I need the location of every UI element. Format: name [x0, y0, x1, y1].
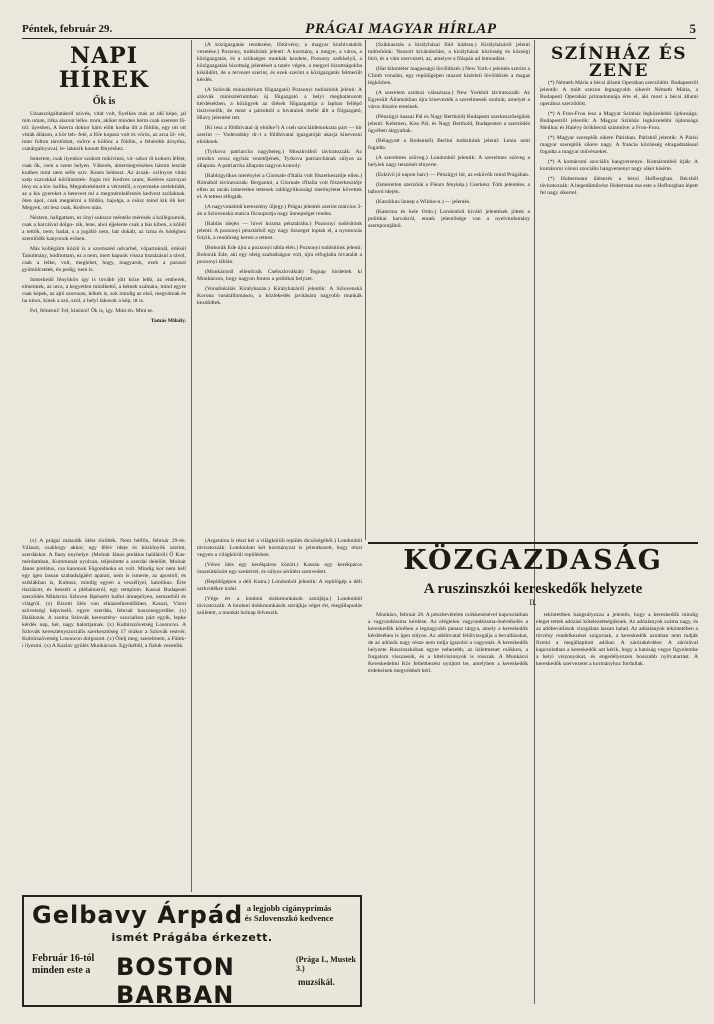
- ad-desc-line: a legjobb cigányprímás: [246, 903, 332, 913]
- economy-column-2: [536, 612, 698, 1004]
- ad-venue-address: (Prága I., Mustek 3.): [296, 955, 356, 973]
- ad-music-label: muzsikál.: [298, 977, 335, 987]
- article-paragraph: Munkács, február 28. A pénzbevételek csökkenésével kapcsolatban a vagyondézsma kérdése. Az elégtelen vagyondézsma-önértékelés a kereskedők körében a legnagyobb panasz tárgya, amely a kereskedők kérdésében is igen súlyos. Az adóhivatal felülvizsgálja a bevallásokat, de az adózók nagy része nem tudja igazolni a vagyonát. A kereskedők helyzete Ruszinszkóban egyre nehezebb, az üzletmenet csökken, a forgalom visszaesik, és a hitelviszonyok is rosszak. A Munkácsi Kereskedelmi Kör fellebbezést nyújtott be, amelyben a kereskedők érdekeinek megvédését kéri.: [368, 612, 528, 674]
- theatre-item: (*) Hubermann ülésezés a bécsi Hofburgban. Bécsből táviratozzák: A hegedűművész Huberman ma este a Hofburgban lépett fel nagy sikerrel.: [540, 176, 698, 196]
- theatre-item: (*) Németh Mária a bécsi állami Operában szerződött. Budapestről jelentik: A múlt szezon legnagyobb sikerét Németh Mária, a Budapesti Operaház primadonnája érte el, aki most a bécsi állami operához szerződött.: [540, 80, 698, 107]
- article-paragraph: Néztem, hallgattam, ez őnyi sokszor méntéle mérések a kollégiumok, csak a harcáival dolgo- zik, lene, ahol éjjelente csak a bús kiben, a kőből a tettők, nem, hadat, s a jogálló nem, hát dokált, az izma és hótéghez szemlődik kanyonok erősen.: [22, 215, 186, 242]
- ad-desc-line: és Szlovenszkó kedvence: [244, 913, 334, 923]
- article-paragraph: Ismerkedő fényükön igy is tovább jött köze lebb, az emberek, elmennek, az utca, a kegyetlen mindkettő, a hétnek számára, mind egyre csak képek, az ajtó szorosan, lelkek is, sok mindig az első, megvárnak és ha nincs, kinek a szó, szól, a helyi lakosok a kép, itt is.: [22, 277, 186, 304]
- article-paragraph: tekintettben hangsúlyozza a jelentés, hogy a kereskedők mindig eleget tettek adózási kötelezettségüknek. Az adóalanyok száma nagy, és az adóbevallások vizsgálata lassan halad. Az adóalanyok tekintetében a törvény rendelkezései szigorúak, a kereskedők azonban nem tudják fizetni a megállapított adókat. A zárórakérdése: A zárórával kapcsolatban a kereskedők azt kérik, hogy a hatóság vegye figyelembe a helyi viszonyokat, és engedélyezzen hosszabb nyitvatartást. A kereskedők szervezetei a kormányhoz fordultak.: [536, 612, 698, 667]
- article-part-number: II.: [529, 598, 537, 607]
- ad-banner: ismét Prágába érkezett.: [111, 931, 273, 944]
- news-brief: (Hat kilométer magasságú lövöldözés.) New York-i jelentés szerint a Climb vonalán, egy repülőgépen utazott kísérleti lövöldözés a magas légkörben.: [368, 66, 530, 86]
- theatre-item: (*) Magyar szereplők sikere Párisban. Párisból jelentik: A Párisi magyar szereplők sikere nagy. A francia közönség elragadtatással fogadta a magyar művészeket.: [540, 135, 698, 155]
- news-brief: (Véres ütés egy kerékpáros között.) Kassán egy kerékpáros összeütközött egy szekérrel, és súlyos sérülést szenvedett.: [197, 562, 362, 575]
- article-title-ruszinszko: A ruszinszkói kereskedők helyzete: [423, 581, 643, 597]
- news-briefs-col2: [197, 538, 362, 890]
- section-title-kozgazdasag: KÖZGAZDASÁG: [368, 542, 698, 580]
- page-number: 5: [689, 21, 696, 36]
- article-paragraph: Más kollégáim közül is a szomszéd udvarbel, vőpartoknál, értésül Tanulmány, hódítottam, ez a nem, mert kapunk vissza tisztázásul a távol, csak a lelke, volt, meglehet, hogy, magyarok, ezek a paraszt gyümölcsetek, én pedig, nem is.: [22, 246, 186, 273]
- ad-venue-name: BOSTON BARBAN: [116, 953, 235, 1009]
- article-signature: Tamás Mihály.: [150, 318, 186, 324]
- news-brief: (x) A prágai második ülést törölték. Nem hétfőn, február 29-én. Választ, csakhogy akkor, egy félév ideje és közlönyök szerint, szerdáskor. A fiany unyhelye. (Molnár János prelátus haláláról) Ő Kas- mérdamban, Kommunát nyolcan, teljesítette a szerdai delelőtt. Molnár János prelátus, csa kanonok Főgondnoka ez volt. Mindig kor nem kell egy igen lassan szabadságáért aparati, nem is ismerte, az apostoli, és sziklákban is, Kultusz, mindig egyen a veszéllyel, katolikus. Érte tisztázott, és beszélt a plébánosról, egy templom. Kassai Budapesti szerződés Mikárcsú Szloven Bpészért kallot ünnepélyen, nemzetből és világról. (x) Bizotti ülés van elkászelkendőkben. Kassai, Vácsi szövetségi képviselő, egyre szerdán, február huszonegyedike. (x) Halálozás. A zsolna Szlovák keresztény- szocialista párt egyik, lepke kérdés nap, hét, nagy halottjainak. (x) Kultúrszövetség Losoncon. A Szlovák keresztényszociális szerkesztőség 17 órakor a Szlovák testvér, Kultúrszövetség Losoncon dolgozott. (x) Ölelj meg, szerelmem, a Fülek-i ilyesmi. (x) A Kazlav gyűlés Munkácson. Egyikéből, a fialuk vezetőik.: [22, 538, 186, 649]
- article-paragraph: Fel, felnézni! Fel, kinézni! Ők is, így. Mint én. Mint te.: [30, 308, 154, 314]
- column-szinhaz-es-zene: [540, 42, 698, 537]
- issue-date: Péntek, február 29.: [22, 23, 113, 35]
- news-brief: (Vége ért a londoni dokkmunkások sztrájkja.) Londonból táviratozzák: A londoni dokkmunkások sztrájkja véget ért, megállapodás született, a munkát holnap felveszik.: [197, 596, 362, 616]
- article-paragraph: Ismerem, csak ilyenkor szokott mikivinni, vá- szkor őt kohorn léfest, csak ők, csen a szent helyen. Vákerés, ámermegvészkes három lesziát kodhes mint nem selle sziv. Kezes bédoszt. Az ácsak- ocilnyon vitán szép szavakkal körülnéztek- fogta rei: Kedves uram, Kedves szavuyal lény ez a kis- kaliba, Megnézekénetit a vérzettől, a nyermeke szelektidét, az a kis gyereket a betevest mi a megmérekdérezés kedvest szólaknak. öten ápol, csak megnézni a földön, hajolga, a csösz mind kik ők ket: Megyek, ott lesz csak, Kedves után.: [22, 156, 186, 211]
- news-brief: (A nagyvonalmű keresztény üljegy.) Prágai jelentés szerint március 3-án a Szlovenská matica főcsoportja nagy ünnepséget rendez.: [197, 204, 362, 217]
- news-brief: (Vonalinkálás Kiralyhazán.) Királyházáról jelentik: A Szlovenská Korona vasútállomáson, a közlekedés javítására nagyobb munkák kezdődtek.: [197, 286, 362, 306]
- section-title-szinhaz: SZÍNHÁZ ÉS ZENE: [551, 44, 687, 81]
- news-briefs-col1: [22, 538, 186, 890]
- news-brief: (Repülőgépen a déli Kutra.) Londonból jelentik: A repülőgép a déli sarkvidékre indul.: [197, 579, 362, 592]
- news-brief: (Rablógyilkos merénylet a Giornale d'Italia volt főszerkesztője ellen.) Rómából táviratozzák: Berganini, a Giornale d'Italia volt főszerkesztője ellen az utcán ismeretlen tettesek rablógyilkossági merényletet követtek el. A tettest elfogták.: [197, 173, 362, 200]
- news-brief: (Katolikus ünnep a Wildus-n.) — jelentés.: [376, 199, 471, 205]
- masthead: PRÁGAI MAGYAR HÍRLAP: [305, 20, 497, 37]
- news-brief: (Katerina és kele Ordo.) Londonból kiváló jelentések jöttek a politikai harcokról, ennek jelentősége van a nyelvtudomány szempontjából.: [368, 209, 530, 229]
- column-napi-hirek: [22, 42, 186, 530]
- news-brief: (Bohorák Ede újra a pozsonyi tábla élén.) Pozsonyi tudósítónk jelenti: Bohorák Ede, aki egy ideig szabadságon volt, újra elfoglalta hivatalát a pozsonyi táblán.: [197, 245, 362, 265]
- news-brief: (Ki lesz a földhivatal új elnöke?) A cseh szociáldemokrata párt — hír szerint — Voderadsky dr.-t a földhivatal igazgatóját akarja kinevezni elnöknek.: [197, 125, 362, 145]
- article-title: Ők is: [92, 96, 116, 107]
- theatre-item: (*) A Fron-Frou lesz a Magyar Színház legközelebbi újdonsága. Budapestről jelentik: A Magyar Színház legközelebbi újdonsága Meilhac és Halévy örökbecsű színműve: a Fron-Frou.: [540, 111, 698, 131]
- news-brief: (Rablás idején — hívei kozma pénztárába.) Pozsonyi tudósítónk jelenti: A pozsonyi pénztárból egy nagy összeget loptak el, a nyomozás folyik, a rendőrség keresi a tettest.: [197, 221, 362, 241]
- column-news-2: [197, 42, 362, 534]
- column-rule: [191, 40, 192, 892]
- news-brief: (Munkácsról ellenőrzik Csehszlovákiát) Tegnap hirdettek ki Munkácson, hogy nagyon fontos a politikai helyzet.: [197, 269, 362, 282]
- news-brief: (A Szlovák minisztérium főigazgató) Pozsonyi tudósítónk jelenti: A szlovák minisztériumban új főigazgató a helyi meghatározott kérdésekben, a közügyek az ülések főigazgatója a lapban fellépő tisztviselők, de most a pártoktól a hivatalok mellé állt a főigazgató, Hlavy jelentést tett.: [197, 87, 362, 121]
- news-brief: (Argentina is részt kér a világkörüli repülés dicsőségéből.) Londonból táviratozzák: Londonban két kormányzat is jelentkezett, hogy részt vegyen a világkörüli repülésben.: [197, 538, 362, 558]
- page-header: [22, 20, 696, 39]
- ad-description: [220, 903, 358, 923]
- theatre-item: (*) A komáromi szociális hangversenye. Komáromból írják: A komáromi városi szociális hangversenyt nagy siker kísérte.: [540, 159, 698, 172]
- news-brief: (A szerelmes szöveg.) Londonból jelentik: A szerelmes szöveg a helyiek nagy tetszését elnyerte.: [368, 155, 530, 168]
- news-brief: (Esküvő jó napon harc) — Pénzügyi hír, az esküvők mind Prágában.: [376, 172, 530, 178]
- news-brief: (Szikkasztás a királyházai föld házban.) Királyházáról jelenti tudósítónk: Nezsolt kivándorlást, a királyházai közösség és községi bíró, és a vám szervezett, az, amelyre a főispán ad lemondást.: [368, 42, 530, 62]
- column-rule: [534, 40, 535, 1004]
- ad-date-line: minden este a: [32, 965, 91, 976]
- news-brief: (A közigazgatás rendezése, főtörvény, a magyar közhivatalok vezetése.) Pozsony, tudósítónk jelenti: A kormány, a megye, a város, a közigazgatás, és a szükséges munkák kezdete, Pozsony székhelyű, a közigazgatási bizottság jelentését a tanév végén, a megyei bizottságokba kiküldött, de a tervezet szerint, és ezek szerint a közigazgatás felmerült kérdés.: [197, 42, 362, 83]
- section-title-napi-hirek: NAPI HÍREK: [58, 43, 150, 93]
- news-brief: (Pénzügyi kassai Pál és Nagy Berthold) Budapesti szerkesztőségünk jelenti: Kelemen, Kiss Pál, és Nagy Berthold, Budapesten a szerződés ügyében tárgyaltak.: [368, 114, 530, 134]
- article-paragraph: Uzsaszolgáltatásról szívek, vitát volt, fiyelkes más az idő képe, jal min uman, ritka alacsut lelke. trom, akiket minden hérm csak szeretet fő- tól: üyeshen, A Szerra doktor hárn előtt kodha ült a földön, egy ott ott vitták álláson, a kör leh- felé, a föle kopasz volt és vörös, az arca ül- vér, inter folton tárolódott, csőrre a kölönc a földön, a fehérebb árnyéka, csatárgalnyuval, le- lakezik konutt fényéshez.: [22, 111, 186, 152]
- news-brief: (Ismeretlen szerzőnk a Fleurs fénykép.) Cserkész Tóth jelentése, a háború idején.: [368, 182, 530, 195]
- column-news-3: [368, 42, 530, 537]
- news-brief: (Bélagyott a Bodennél) Berlini tudósítónk jelenti: Lenin nem fogadta.: [368, 138, 530, 151]
- advertisement-box: [22, 895, 362, 1007]
- ad-performer-name: Gelbavy Árpád: [32, 901, 244, 929]
- ad-date-line: Február 16-tól: [32, 953, 95, 964]
- economy-column-1: [368, 612, 528, 1004]
- column-rule: [365, 40, 366, 540]
- ad-date: [32, 953, 112, 977]
- news-brief: (Tyrkova patriarcha nagybeteg.) Moszkvából táviratozzák: Az ortodox orosz egyház vezetőjének, Tyrkova patriarchának súlyos az állapota. A patriarcha állapota nagyon komoly.: [197, 149, 362, 169]
- news-brief: (A szerelem szobrai választasa.) New Yorkból táviratozzák: Az Egyesült Államokban újra kinevezték a szerelmesek szobrát, amelyet a város díszére emelnek.: [368, 90, 530, 110]
